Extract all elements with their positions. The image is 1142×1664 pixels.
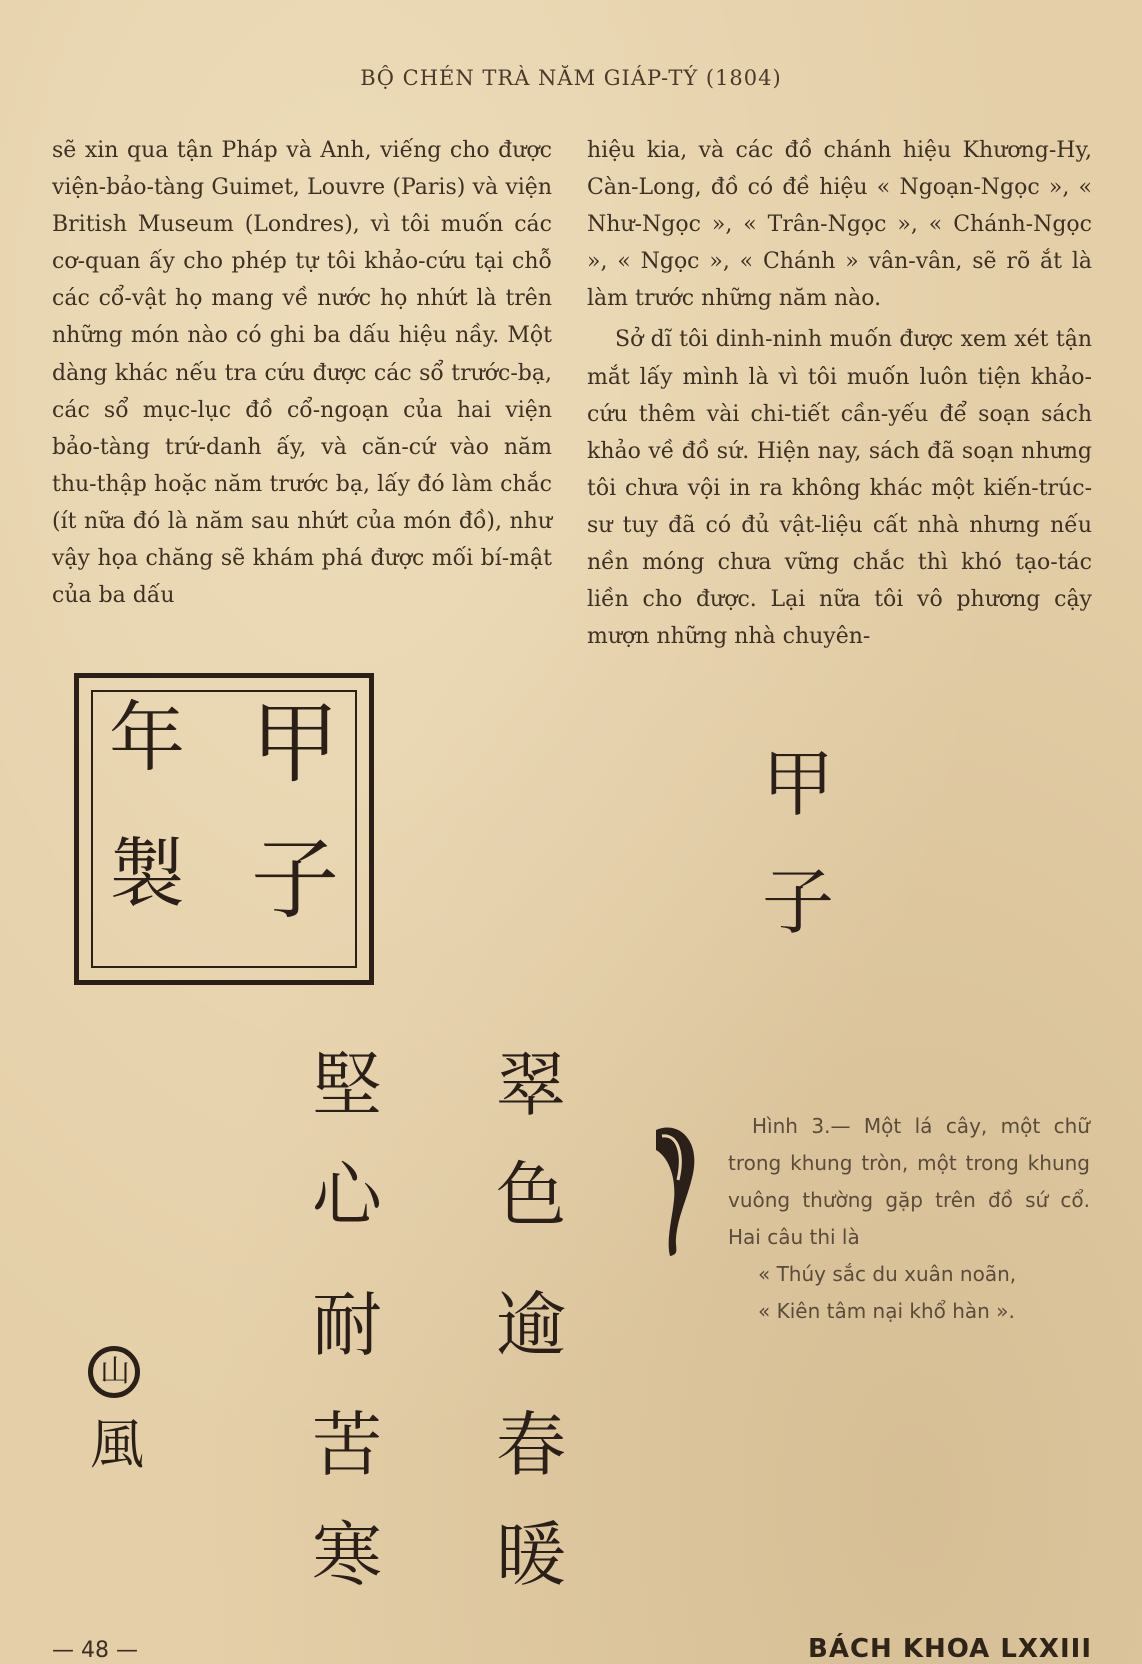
poem-line-2-char-1: 堅 [312, 1044, 382, 1126]
poem-line-2-char-3: 耐 [312, 1284, 382, 1366]
right-column [587, 132, 1092, 655]
poem-line-2-char-4: 苦 [312, 1404, 382, 1486]
reign-mark-seal [74, 673, 374, 985]
leaf-mark-icon [648, 1120, 704, 1260]
poem-line-1-char-4: 春 [496, 1404, 566, 1486]
poem-line-1-char-5: 暖 [496, 1514, 566, 1596]
seal-glyph-nien: 年 [109, 693, 185, 782]
circle-mark-glyph: 山 [100, 1354, 130, 1389]
caption-quote-2: « Kiên tâm nại khổ hàn ». [758, 1299, 1015, 1323]
square-frame-mark [90, 1413, 144, 1476]
magazine-issue: BÁCH KHOA LXXIII [808, 1634, 1092, 1664]
poem-line-1-char-1: 翠 [496, 1044, 566, 1126]
circle-frame-mark [88, 1346, 140, 1398]
square-mark-glyph: 風 [90, 1413, 144, 1476]
cursive-mark-giap: 甲 [762, 742, 835, 826]
poem-line-1-char-3: 逾 [496, 1284, 566, 1366]
seal-glyph-che: 製 [109, 829, 185, 918]
right-column-paragraph-2: Sở dĩ tôi dinh-ninh muốn được xem xét tận mắt lấy mình là vì tôi muốn luôn tiện khảo-cứu thêm vài chi-tiết cần-yếu để soạn sách khảo về đồ sứ. Hiện nay, sách đã soạn nhưng tôi chưa vội in ra không khác một kiến-trúc-sư tuy đã có đủ vật-liệu cất nhà nhưng nếu nền móng chưa vững chắc thì khó tạo-tác liền cho được. Lại nữa tôi vô phương cậy mượn những nhà chuyên- [587, 327, 1092, 650]
poem-line-1-char-2: 色 [496, 1154, 566, 1236]
caption-text: Hình 3.— Một lá cây, một chữ trong khung tròn, một trong khung vuông thường gặp trên đồ sứ cổ. Hai câu thi là [728, 1114, 1090, 1249]
cursive-mark-ty: 子 [762, 860, 835, 944]
seal-glyph-giap: 甲 [251, 692, 340, 795]
page-number: — 48 — [52, 1638, 138, 1663]
left-column-text: sẽ xin qua tận Pháp và Anh, viếng cho được viện-bảo-tàng Guimet, Louvre (Paris) và viện British Museum (Londres), vì tôi muốn các cơ-quan ấy cho phép tự tôi khảo-cứu tại chỗ các cổ-vật họ mang về nước họ nhứt là trên những món nào có ghi ba dấu hiệu nầy. Một dàng khác nếu tra cứu được các sổ trước-bạ, các sổ mục-lục đồ cổ-ngoạn của hai viện bảo-tàng trứ-danh ấy, và căn-cứ vào năm thu-thập hoặc năm trước bạ, lấy đó làm chắc (ít nữa đó là năm sau nhứt của món đồ), như vậy họa chăng sẽ khám phá được mối bí-mật của ba dấu [52, 138, 552, 609]
figure-caption [728, 1108, 1090, 1330]
left-column [52, 132, 552, 614]
right-column-paragraph-1: hiệu kia, và các đồ chánh hiệu Khương-Hy, Càn-Long, đồ có đề hiệu « Ngoạn-Ngọc », « Như-Ngọc », « Trân-Ngọc », « Chánh-Ngọc », « Ngọc », « Chánh » vân-vân, sẽ rõ ắt là làm trước những năm nào. [587, 138, 1092, 312]
seal-glyph-ty: 子 [251, 828, 340, 931]
poem-line-2-char-5: 寒 [312, 1514, 382, 1596]
poem-line-2-char-2: 心 [312, 1154, 382, 1236]
caption-quote-1: « Thúy sắc du xuân noãn, [758, 1262, 1017, 1286]
running-title: BỘ CHÉN TRÀ NĂM GIÁP-TÝ (1804) [360, 66, 782, 90]
